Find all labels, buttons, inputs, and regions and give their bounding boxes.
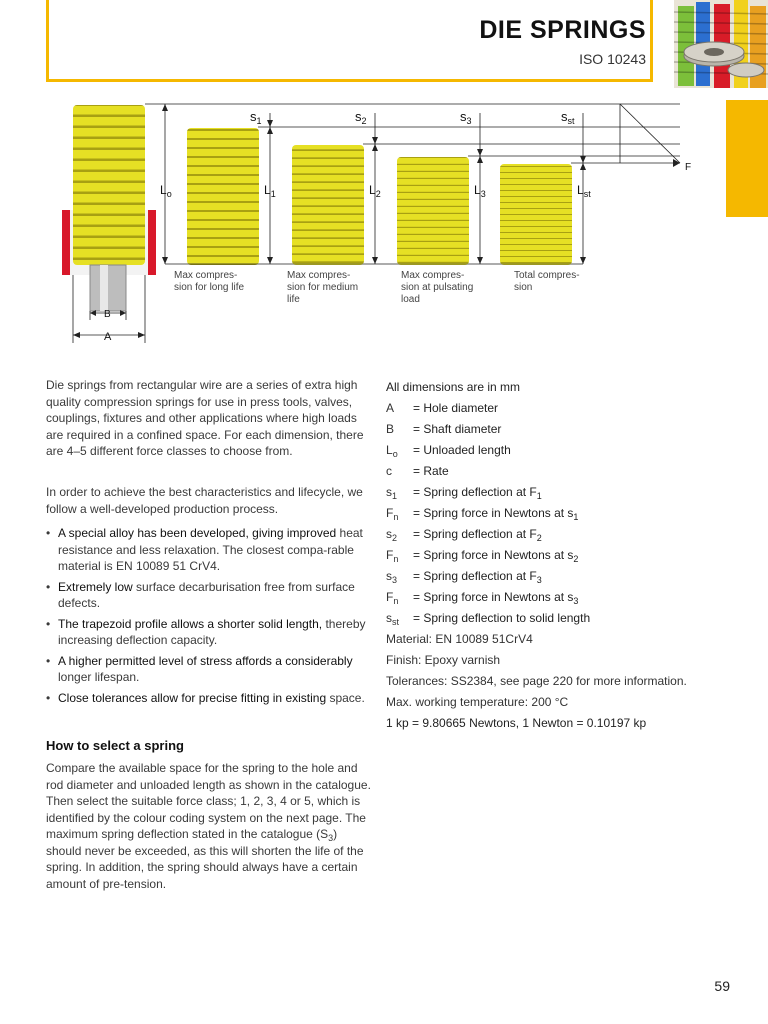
label-s1: s (250, 109, 257, 124)
caption-long-life: Max compres- sion for long life (174, 270, 245, 293)
caption-pulsating-load: Max compres- sion at pulsating load (401, 270, 474, 305)
intro-paragraph: Die springs from rectangular wire are a series of extra high quality compression springs for use in press tools, valves, couplings, fixtures and other applications where high loads are required in a confined space. For each dimension, there are 4–5 different force classes to choose from. (46, 378, 364, 458)
dimension-definition: = Spring deflection at $F_3$ (413, 569, 542, 585)
dimension-row (386, 524, 716, 545)
spring-s3 (397, 157, 469, 265)
label-sst: s (561, 109, 568, 124)
unit-conversion-info: 1 kp = 9.80665 Newtons, 1 Newton = 0.10197 kp (386, 716, 647, 730)
spring-s2 (292, 145, 364, 265)
dimension-legend (386, 377, 716, 734)
dimension-symbol: $s_3$ (386, 569, 398, 585)
select-spring-paragraph: Compare the available space for the spring to the hole and rod diameter and unloaded length as shown in the catalogue. Then select the suitable force class; 1, 2, 3, 4 or 5, which is identified by the colour coding system on the next page. The maximum spring deflection stated in the catalogue $(S_3)$ should never be exceeded, as this will shorten the life of the spring. In addition, the spring should always have a certain amount of pre-tension. (46, 761, 371, 891)
dimension-row (386, 503, 716, 524)
dimension-row (386, 587, 716, 608)
svg-text:s2: $s_2$ (355, 109, 367, 126)
spring-s1 (187, 128, 259, 265)
dimension-symbol: c (386, 464, 392, 478)
max-temperature-info: Max. working temperature: 200 °C (386, 695, 569, 709)
spring-compression-diagram (0, 95, 700, 350)
dimension-symbol: $F_n$ (386, 548, 399, 564)
product-photo (674, 0, 768, 88)
dimension-symbol: $s_{st}$ (386, 611, 400, 627)
dimension-row (386, 482, 716, 503)
caption-medium-life: Max compres- sion for medium life (287, 270, 359, 305)
svg-text:L1: $L_1$ (264, 183, 276, 199)
label-L1: L (264, 183, 271, 197)
label-F: F (685, 162, 692, 173)
svg-text:L2: $L_2$ (369, 183, 381, 199)
svg-text:s1: $s_1$ (250, 109, 262, 126)
dimension-symbol: B (386, 422, 395, 436)
dimension-definition: = Spring deflection at $F_1$ (413, 485, 542, 501)
feature-list (46, 525, 376, 710)
label-Lo: L (160, 183, 167, 197)
list-item: • Extremely low surface decarburisation free from surface defects. (46, 579, 376, 612)
dimension-definition: = Spring deflection at $F_2$ (413, 527, 542, 543)
dimension-definition: = Shaft diameter (413, 422, 502, 436)
list-item: • Close tolerances allow for precise fitting in existing space. (46, 690, 376, 707)
svg-text:s3: $s_3$ (460, 109, 472, 126)
label-B: B (104, 309, 111, 320)
dimension-definition: = Spring force in Newtons at $s_1$ (413, 506, 579, 522)
dimension-row (386, 545, 716, 566)
dimensions-note: All dimensions are in mm (386, 380, 521, 394)
dimension-row (386, 566, 716, 587)
label-L3: L (474, 183, 481, 197)
page-number: 59 (714, 978, 730, 994)
svg-text:Lst: $L_{st}$ (577, 183, 591, 199)
list-item: • A higher permitted level of stress affords a considerably longer lifespan. (46, 653, 376, 686)
dimension-symbol: $s_2$ (386, 527, 398, 543)
tolerances-info: Tolerances: SS2384, see page 220 for more information. (386, 674, 687, 688)
dimension-symbol: $L_o$ (386, 443, 398, 459)
spring-unloaded (62, 105, 156, 311)
dimension-row (386, 398, 716, 419)
standard-label: ISO 10243 (579, 51, 646, 67)
svg-text:sst: $s_{st}$ (561, 109, 575, 126)
list-item: • A special alloy has been developed, giving improved heat resistance and less relaxation. The closest compa-rable material is EN 10089 51 CrV4. (46, 525, 376, 575)
label-L2: L (369, 183, 376, 197)
dimension-symbol: $F_n$ (386, 506, 399, 522)
chapter-tab (726, 100, 768, 217)
select-spring-heading: How to select a spring (46, 738, 184, 753)
svg-text:L3: $L_3$ (474, 183, 486, 199)
caption-total-compression: Total compres- sion (514, 270, 580, 293)
dimension-definition: = Unloaded length (413, 443, 511, 457)
page-title: DIE SPRINGS (479, 16, 646, 44)
dimension-row (386, 461, 716, 482)
dimension-row (386, 608, 716, 629)
spring-solid (500, 164, 572, 265)
dimension-symbol: $s_1$ (386, 485, 398, 501)
svg-text:Lo: $L_o$ (160, 183, 172, 199)
dimension-definition: = Spring deflection to solid length (413, 611, 591, 625)
finish-info: Finish: Epoxy varnish (386, 653, 501, 667)
dimension-row (386, 419, 716, 440)
dimension-symbol: $F_n$ (386, 590, 399, 606)
dimension-definition: = Spring force in Newtons at $s_2$ (413, 548, 579, 564)
list-item: • The trapezoid profile allows a shorter solid length, thereby increasing deflection capacity. (46, 616, 376, 649)
dimension-definition: = Spring force in Newtons at $s_3$ (413, 590, 579, 606)
label-A: A (104, 331, 112, 343)
label-s3: s (460, 109, 467, 124)
label-Lst: L (577, 183, 584, 197)
dimension-row (386, 440, 716, 461)
process-paragraph: In order to achieve the best characteristics and lifecycle, we follow a well-developed production process. (46, 485, 363, 516)
dimension-definition: = Rate (413, 464, 449, 478)
label-s2: s (355, 109, 362, 124)
dimension-symbol: A (386, 401, 395, 415)
dimension-definition: = Hole diameter (413, 401, 499, 415)
material-info: Material: EN 10089 51CrV4 (386, 632, 533, 646)
